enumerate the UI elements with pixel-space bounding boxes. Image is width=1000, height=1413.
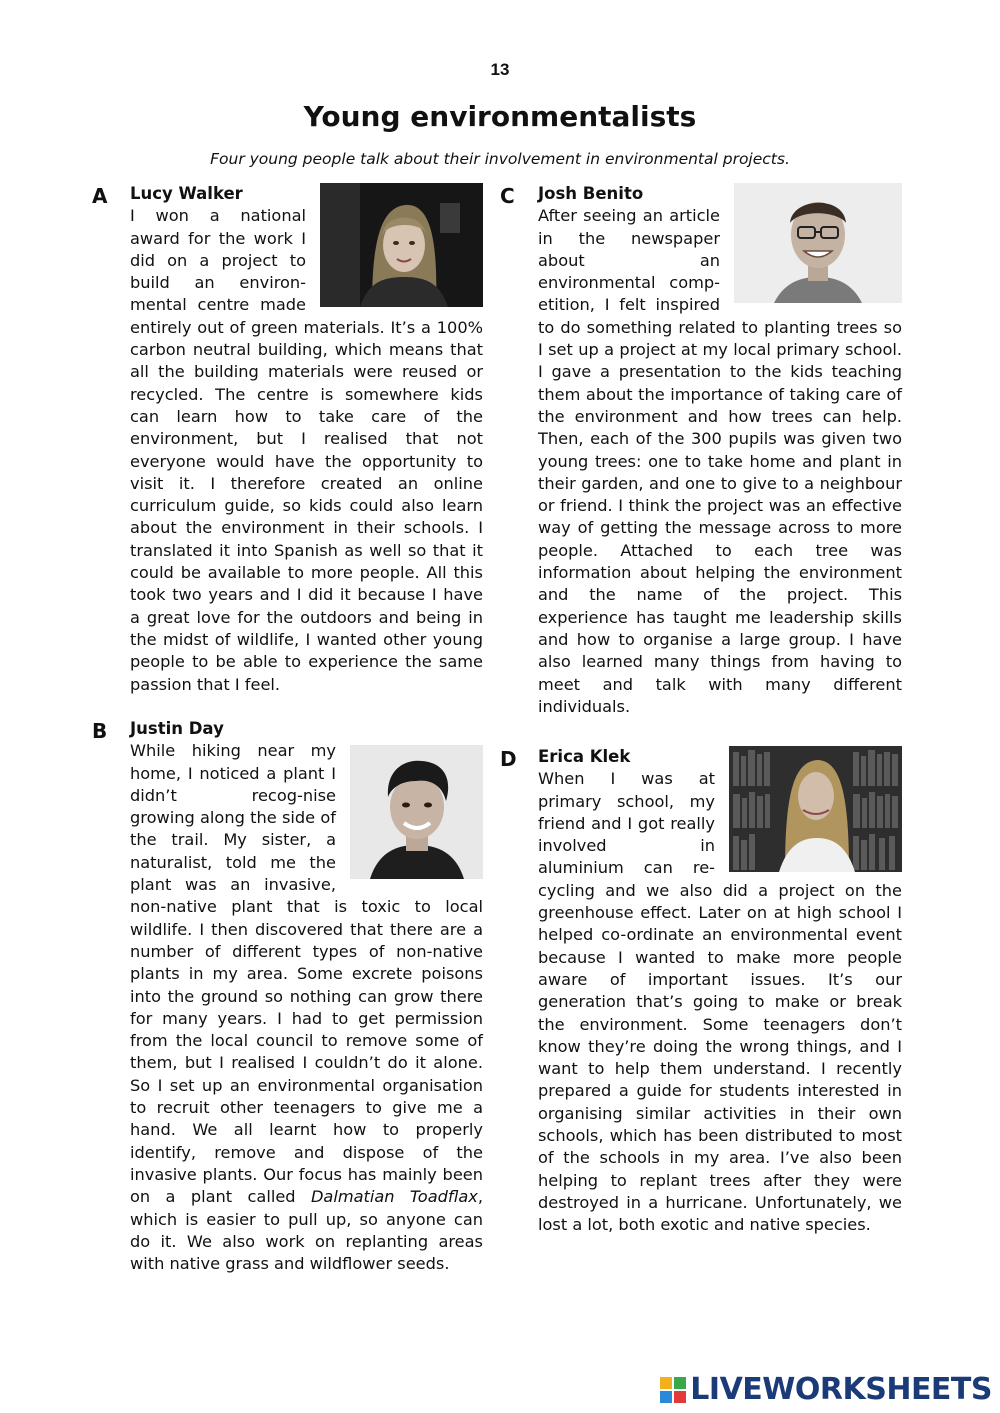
- section-d: [500, 746, 902, 1237]
- portrait-photo: [734, 183, 902, 303]
- portrait-photo: [350, 745, 483, 879]
- section-letter: A: [92, 184, 108, 208]
- page-title: Young environmentalists: [303, 100, 697, 133]
- section-letter: D: [500, 747, 517, 771]
- young-man-portrait-icon: [350, 745, 483, 879]
- section-c: [500, 183, 902, 718]
- paragraph: I won a national award for the work I did on a project to build an environ-mental centre made entirely out of green materials. It’s a 100% carbon neutral building, which means that all the building materials were reused or recycled. The centre is somewhere kids can learn how to take care of the environment, but I realised that not everyone would have the opportunity to visit it. I therefore created an online curriculum guide, so kids could also learn about the environment in their schools. I translated it into Spanish as well so that it could be available to more people. All this took two years and I did it because I have a great love for the outdoors and being in the midst of wildlife, I wanted other young people to be able to experience the same passion that I feel.: [130, 206, 483, 694]
- paragraph-text: While hiking near my home, I noticed a plant I didn’t recog-nise growing along the side of the trail. My sister, a naturalist, told me the plant was an invasive, non-native plant that is toxic to local wildlife. I then discovered that there are a number of different types of non-native plants in my area. Some excrete poisons into the ground so nothing can grow there for many years. I had to get permission from the local council to remove some of them, but I realised I couldn’t do it alone. So I set up an environmental organisation to recruit other teenagers to give me a hand. We all learnt how to properly identify, remove and dispose of the invasive plants. Our focus has mainly been on a plant called: [130, 741, 483, 1207]
- portrait-photo: [729, 746, 902, 872]
- person-name: Erica Klek: [538, 747, 631, 766]
- person-name: Josh Benito: [538, 184, 644, 203]
- page-subtitle: Four young people talk about their involvement in environmental projects.: [210, 150, 790, 168]
- person-name: Justin Day: [130, 719, 224, 738]
- section-letter: B: [92, 719, 108, 743]
- woman-bookshelf-portrait-icon: [729, 746, 902, 872]
- page-number: 13: [490, 60, 510, 79]
- section-letter: C: [500, 184, 515, 208]
- section-b: [92, 718, 484, 1275]
- person-name: Lucy Walker: [130, 184, 243, 203]
- liveworksheets-logo-icon: [660, 1377, 686, 1403]
- section-a: [92, 183, 483, 696]
- paragraph: After seeing an article in the newspaper about an environmental comp-etition, I felt inspired to do something related to planting trees so I set up a project at my local primary school. I gave a presentation to the kids teaching them about the importance of taking care of the environment and how trees can help. Then, each of the 300 pupils was given two young trees: one to take home and plant in their garden, and one to give to a neighbour or friend. I think the project was an effective way of getting the message across to more people. Attached to each tree was information about helping the environment and the name of the project. This experience has taught me leadership skills and how to organise a large group. I have also learned many things from having to meet and talk with many different individuals.: [538, 206, 902, 716]
- liveworksheets-watermark: [660, 1372, 992, 1407]
- paragraph: When I was at primary school, my friend and I got really involved in aluminium can re-cycling and we also did a project on the greenhouse effect. Later on at high school I helped co-ordinate an environmental event because I wanted to make more people aware of important issues. It’s our generation that’s going to make or break the environment. Some teenagers don’t know they’re doing the wrong things, and I want to help them understand. I recently prepared a guide for students interested in organising similar activities in their own schools, which has been distributed to most of the schools in my area. I’ve also been helping to replant trees after they were destroyed in a hurricane. Unfortunately, we lost a lot, both exotic and native species.: [538, 769, 902, 1235]
- young-woman-portrait-icon: [320, 183, 483, 307]
- portrait-photo: [320, 183, 483, 307]
- paragraph-text: , which is easier to pull up, so anyone can do it. We also work on replanting areas with native grass and wildflower seeds.: [130, 1187, 484, 1274]
- smiling-man-glasses-portrait-icon: [734, 183, 902, 303]
- watermark-text: LIVEWORKSHEETS: [690, 1372, 992, 1407]
- plant-name: Dalmatian Toadflax: [310, 1187, 478, 1207]
